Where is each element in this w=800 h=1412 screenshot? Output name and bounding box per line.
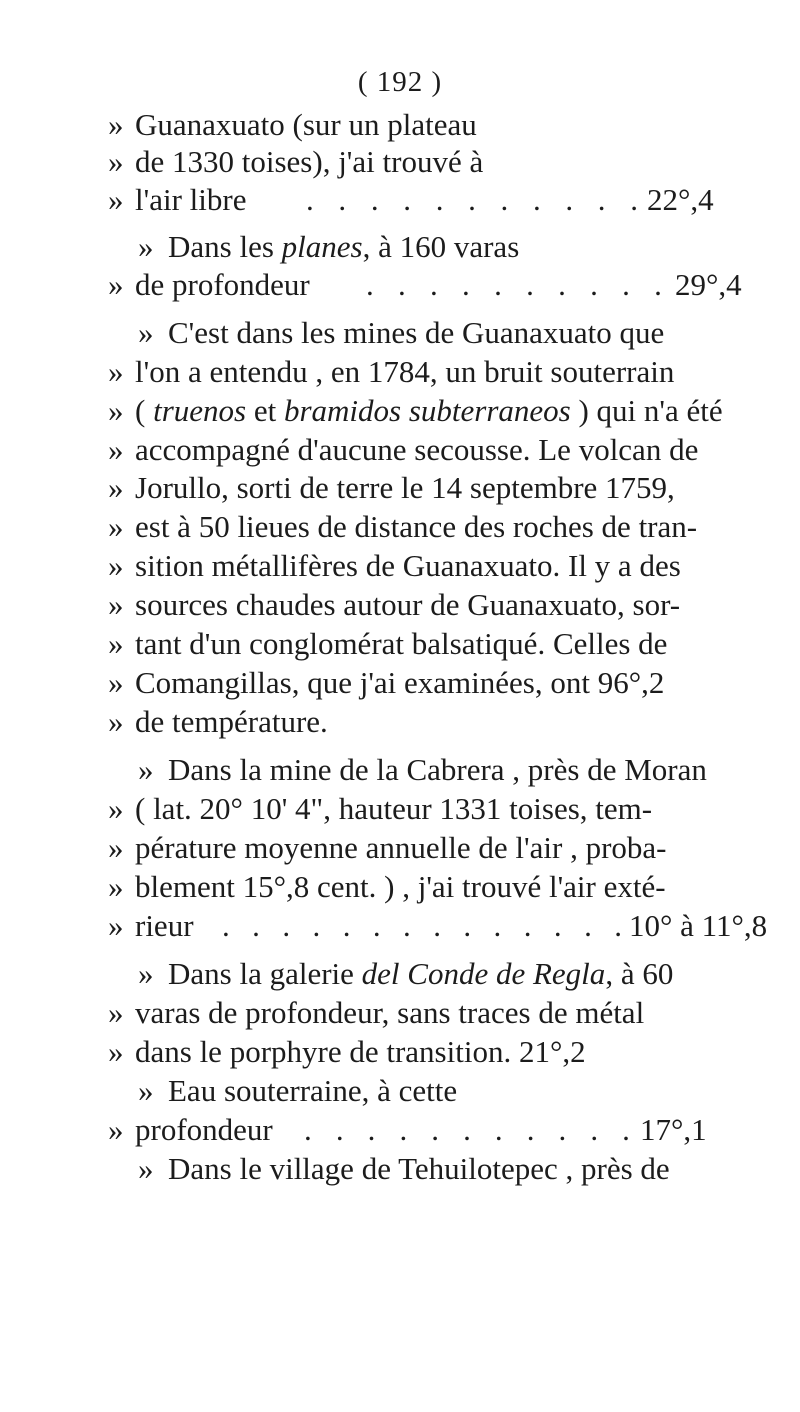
quote-mark: » xyxy=(108,665,124,700)
text: tant d'un conglomérat balsatiqué. Celles de xyxy=(135,626,668,661)
text-line xyxy=(0,1148,800,1190)
text: Jorullo, sorti de terre le 14 septembre 1759, xyxy=(135,470,675,505)
text-line xyxy=(0,905,800,947)
text-line xyxy=(0,429,800,471)
text-line xyxy=(0,1109,800,1151)
text-line xyxy=(0,506,800,548)
leader-dots: . . . . . . . . . . . xyxy=(306,182,638,217)
text-line xyxy=(0,662,800,704)
text: Dans le village de Tehuilotepec , près de xyxy=(168,1151,670,1186)
text-line xyxy=(0,788,800,830)
quote-mark: » xyxy=(108,704,124,739)
quote-mark: » xyxy=(108,267,124,302)
quote-mark: » xyxy=(138,315,154,350)
quote-mark: » xyxy=(108,509,124,544)
text-line xyxy=(0,226,800,268)
quote-mark: » xyxy=(108,432,124,467)
leader-dots: . . . . . . . . . . xyxy=(366,267,662,302)
quote-mark: » xyxy=(108,107,124,142)
quote-mark: » xyxy=(138,1073,154,1108)
text: de 1330 toises), j'ai trouvé à xyxy=(135,144,484,179)
text-line xyxy=(0,584,800,626)
quote-mark: » xyxy=(108,995,124,1030)
text-line xyxy=(0,701,800,743)
text: dans le porphyre de transition. 21°,2 xyxy=(135,1034,586,1069)
quote-mark: » xyxy=(108,626,124,661)
text-line xyxy=(0,264,800,306)
text: Dans les planes, à 160 varas xyxy=(168,229,520,264)
text: ( truenos et bramidos subterraneos ) qui n'a été xyxy=(135,393,723,428)
text: blement 15°,8 cent. ) , j'ai trouvé l'air exté- xyxy=(135,869,666,904)
text: est à 50 lieues de distance des roches de tran- xyxy=(135,509,698,544)
text: de profondeur xyxy=(135,267,310,302)
quote-mark: » xyxy=(108,393,124,428)
text-line xyxy=(0,953,800,995)
quote-mark: » xyxy=(108,869,124,904)
quote-mark: » xyxy=(138,752,154,787)
text: pérature moyenne annuelle de l'air , proba- xyxy=(135,830,667,865)
text: l'air libre xyxy=(135,182,247,217)
quote-mark: » xyxy=(108,470,124,505)
text: l'on a entendu , en 1784, un bruit souterrain xyxy=(135,354,675,389)
text: accompagné d'aucune secousse. Le volcan de xyxy=(135,432,699,467)
value: 10° à 11°,8 xyxy=(629,908,768,943)
text-line xyxy=(0,351,800,393)
text: Comangillas, que j'ai examinées, ont 96°,2 xyxy=(135,665,665,700)
text: C'est dans les mines de Guanaxuato que xyxy=(168,315,665,350)
text: Dans la galerie del Conde de Regla, à 60 xyxy=(168,956,674,991)
quote-mark: » xyxy=(108,182,124,217)
quote-mark: » xyxy=(138,229,154,264)
text: de température. xyxy=(135,704,328,739)
quote-mark: » xyxy=(108,1034,124,1069)
text: profondeur xyxy=(135,1112,273,1147)
text-line xyxy=(0,623,800,665)
quote-mark: » xyxy=(108,548,124,583)
text-line xyxy=(0,141,800,183)
quote-mark: » xyxy=(108,791,124,826)
text: Dans la mine de la Cabrera , près de Moran xyxy=(168,752,707,787)
quote-mark: » xyxy=(108,1112,124,1147)
text-line xyxy=(0,312,800,354)
leader-dots: . . . . . . . . . . . . . . xyxy=(222,908,622,943)
quote-mark: » xyxy=(138,956,154,991)
text: varas de profondeur, sans traces de métal xyxy=(135,995,645,1030)
text: rieur xyxy=(135,908,194,943)
quote-mark: » xyxy=(108,587,124,622)
text-line xyxy=(0,390,800,432)
text: Eau souterraine, à cette xyxy=(168,1073,458,1108)
text-line xyxy=(0,467,800,509)
text: sources chaudes autour de Guanaxuato, sor- xyxy=(135,587,681,622)
text-line xyxy=(0,179,800,221)
text: ( lat. 20° 10' 4", hauteur 1331 toises, tem- xyxy=(135,791,653,826)
quote-mark: » xyxy=(108,354,124,389)
text-line xyxy=(0,1031,800,1073)
page-number: ( 192 ) xyxy=(357,66,443,98)
text-line xyxy=(0,827,800,869)
value: 17°,1 xyxy=(640,1112,707,1147)
leader-dots: . . . . . . . . . . . xyxy=(304,1112,630,1147)
text-line xyxy=(0,866,800,908)
text-line xyxy=(0,104,800,146)
value: 22°,4 xyxy=(647,182,714,217)
text: sition métallifères de Guanaxuato. Il y a des xyxy=(135,548,681,583)
quote-mark: » xyxy=(108,830,124,865)
quote-mark: » xyxy=(108,144,124,179)
text: Guanaxuato (sur un plateau xyxy=(135,107,477,142)
text-line xyxy=(0,545,800,587)
quote-mark: » xyxy=(108,908,124,943)
text-line xyxy=(0,1070,800,1112)
text-line xyxy=(0,749,800,791)
value: 29°,4 xyxy=(675,267,742,302)
quote-mark: » xyxy=(138,1151,154,1186)
text-line xyxy=(0,992,800,1034)
